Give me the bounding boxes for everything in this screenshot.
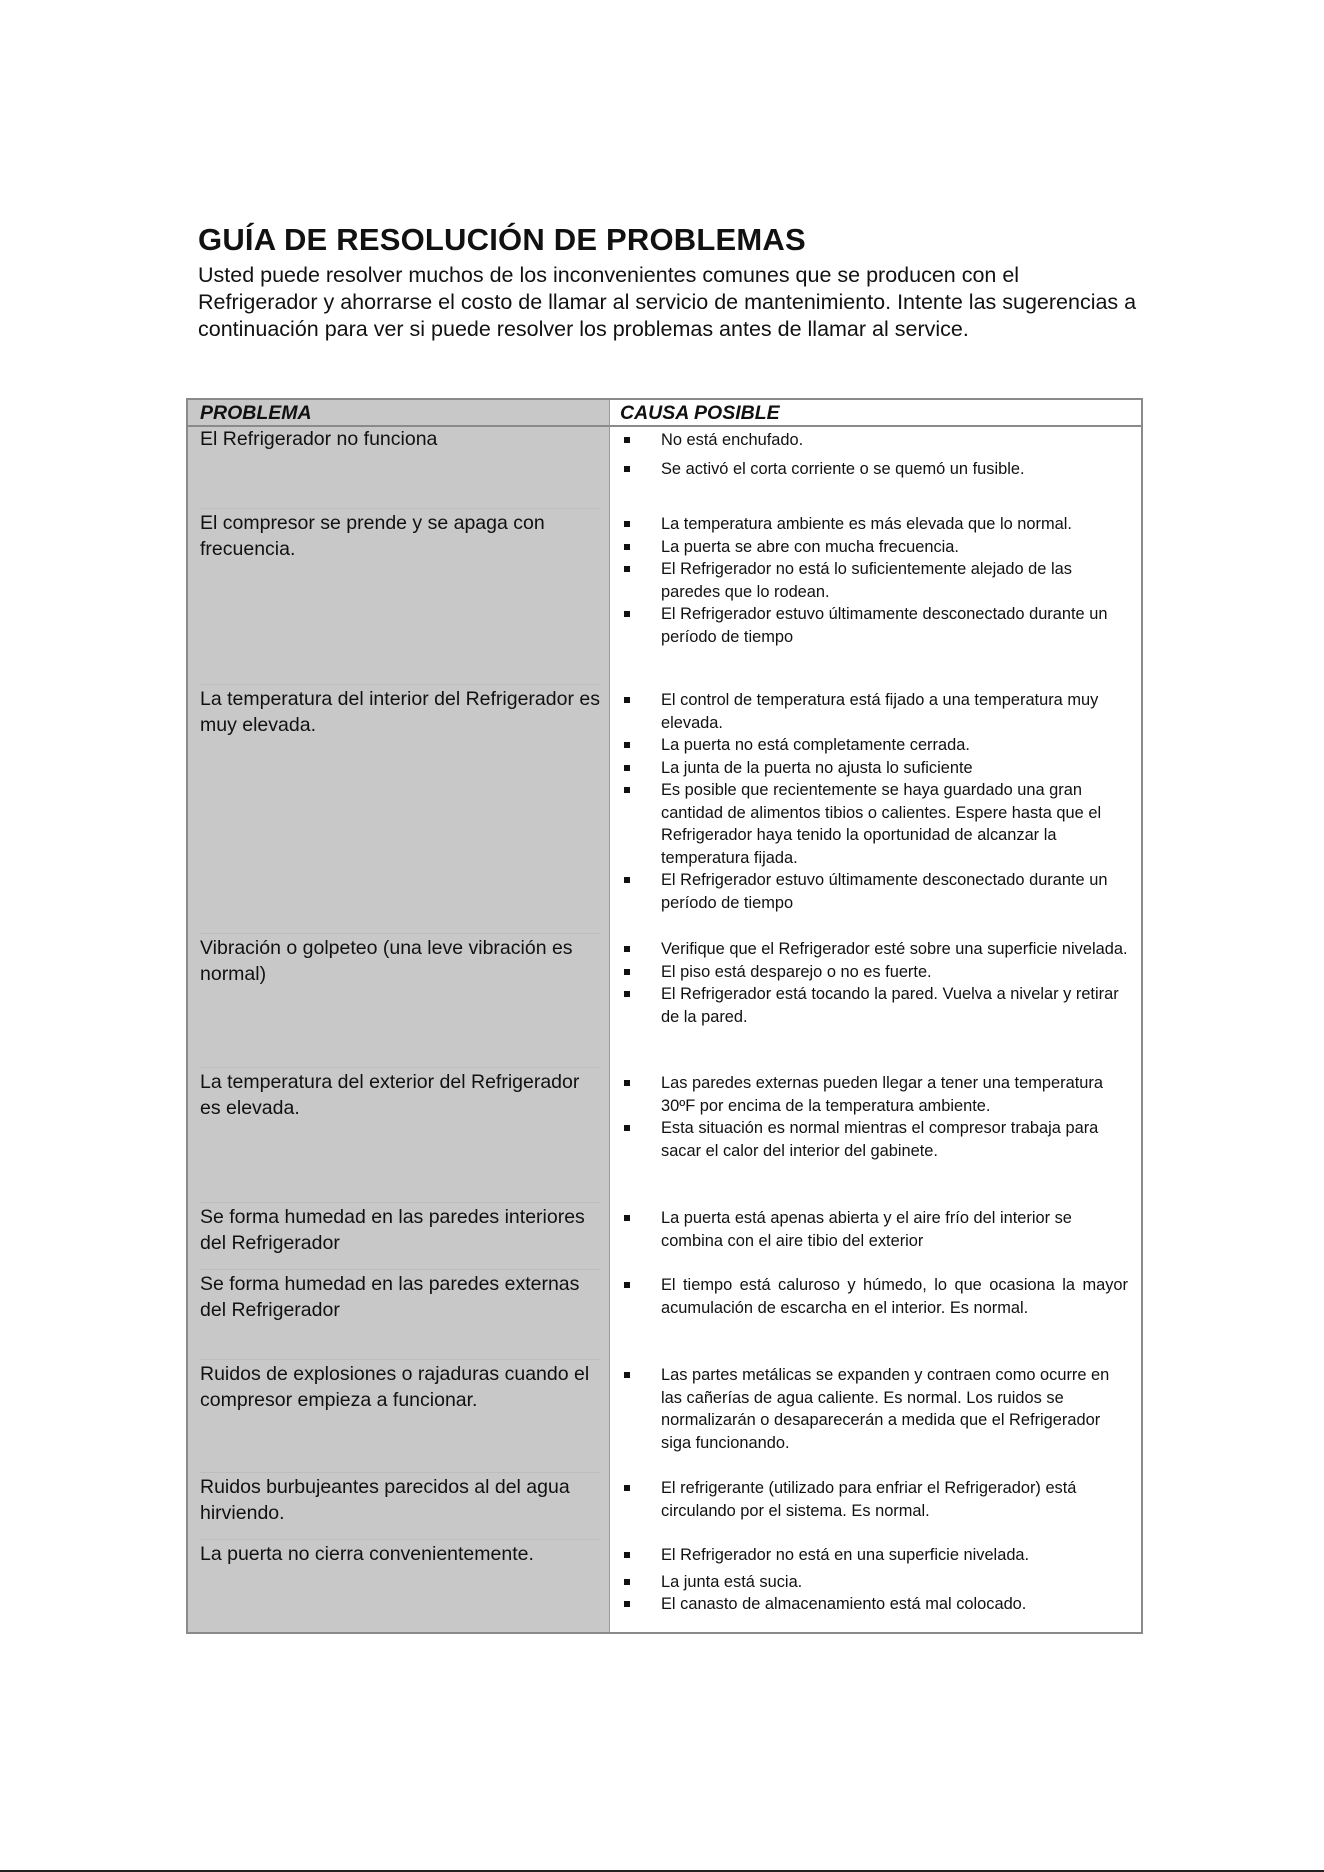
column-divider <box>609 400 610 1632</box>
cause-list <box>620 1544 1128 1616</box>
problem-column-background <box>188 400 609 1632</box>
row-separator <box>200 508 600 509</box>
row-separator <box>200 1269 600 1270</box>
cause-list <box>620 1274 1128 1319</box>
cause-item: Las paredes externas pueden llegar a tener una temperatura 30ºF por encima de la temperatura ambiente. <box>620 1072 1128 1117</box>
page-title: GUÍA DE RESOLUCIÓN DE PROBLEMAS <box>198 222 806 257</box>
problem-text: Se forma humedad en las paredes interiores del Refrigerador <box>200 1206 585 1254</box>
cause-item: Es posible que recientemente se haya guardado una gran cantidad de alimentos tibios o calientes. Espere hasta que el Refrigerador haya tenido la oportunidad de alcanzar la temperatura fijada. <box>620 779 1128 869</box>
row-separator <box>200 1202 600 1203</box>
cause-list <box>620 1364 1128 1454</box>
row-separator <box>200 684 600 685</box>
cause-item: El canasto de almacenamiento está mal colocado. <box>620 1593 1128 1616</box>
cause-item: El refrigerante (utilizado para enfriar el Refrigerador) está circulando por el sistema. Es normal. <box>620 1477 1128 1522</box>
problem-text: Ruidos de explosiones o rajaduras cuando el compresor empieza a funcionar. <box>200 1363 590 1411</box>
header-problem: PROBLEMA <box>200 402 312 424</box>
cause-item: El Refrigerador no está en una superficie nivelada. <box>620 1544 1128 1567</box>
cause-list <box>620 429 1128 480</box>
cause-item: La junta de la puerta no ajusta lo suficiente <box>620 757 1128 780</box>
cause-item: El Refrigerador estuvo últimamente desconectado durante un período de tiempo <box>620 603 1128 648</box>
cause-list <box>620 1072 1128 1162</box>
cause-item: Esta situación es normal mientras el compresor trabaja para sacar el calor del interior del gabinete. <box>620 1117 1128 1162</box>
row-separator <box>200 933 600 934</box>
cause-item: Verifique que el Refrigerador esté sobre una superficie nivelada. <box>620 938 1128 961</box>
cause-item: El control de temperatura está fijado a una temperatura muy elevada. <box>620 689 1128 734</box>
cause-item: El piso está desparejo o no es fuerte. <box>620 961 1128 984</box>
cause-item: La puerta está apenas abierta y el aire frío del interior se combina con el aire tibio del exterior <box>620 1207 1128 1252</box>
cause-item: El Refrigerador estuvo últimamente desconectado durante un período de tiempo <box>620 869 1128 914</box>
problem-text: El compresor se prende y se apaga con frecuencia. <box>200 512 545 560</box>
problem-text: Vibración o golpeteo (una leve vibración es normal) <box>200 937 573 985</box>
problem-text: Ruidos burbujeantes parecidos al del agua hirviendo. <box>200 1476 570 1524</box>
cause-list <box>620 1477 1128 1522</box>
cause-item: El Refrigerador está tocando la pared. Vuelva a nivelar y retirar de la pared. <box>620 983 1128 1028</box>
row-separator <box>200 1472 600 1473</box>
cause-item: La puerta se abre con mucha frecuencia. <box>620 536 1128 559</box>
cause-item: La junta está sucia. <box>620 1571 1128 1594</box>
row-separator <box>200 1359 600 1360</box>
problem-text: La temperatura del interior del Refrigerador es muy elevada. <box>200 688 600 736</box>
cause-item: Las partes metálicas se expanden y contraen como ocurre en las cañerías de agua caliente. Es normal. Los ruidos se normalizarán o desaparecerán a medida que el Refrigerador siga funcionando. <box>620 1364 1128 1454</box>
row-separator <box>200 1067 600 1068</box>
problem-text: La puerta no cierra convenientemente. <box>200 1543 534 1565</box>
cause-item: La puerta no está completamente cerrada. <box>620 734 1128 757</box>
cause-item: El tiempo está caluroso y húmedo, lo que ocasiona la mayor acumulación de escarcha en el interior. Es normal. <box>620 1274 1128 1319</box>
problem-text: Se forma humedad en las paredes externas del Refrigerador <box>200 1273 580 1321</box>
header-cause: CAUSA POSIBLE <box>620 402 780 424</box>
cause-list <box>620 1207 1128 1252</box>
cause-item: El Refrigerador no está lo suficientemente alejado de las paredes que lo rodean. <box>620 558 1128 603</box>
cause-item: Se activó el corta corriente o se quemó un fusible. <box>620 458 1128 481</box>
intro-paragraph: Usted puede resolver muchos de los inconvenientes comunes que se producen con el Refrigerador y ahorrarse el costo de llamar al servicio de mantenimiento. Intente las sugerencias a continuación para ver si puede resolver los problemas antes de llamar al service. <box>198 263 1137 341</box>
problem-text: La temperatura del exterior del Refrigerador es elevada. <box>200 1071 580 1119</box>
problem-text: El Refrigerador no funciona <box>200 428 438 450</box>
row-separator <box>200 1539 600 1540</box>
troubleshooting-table <box>186 398 1143 1634</box>
cause-list <box>620 689 1128 914</box>
cause-item: No está enchufado. <box>620 429 1128 452</box>
cause-list <box>620 938 1128 1028</box>
cause-item: La temperatura ambiente es más elevada que lo normal. <box>620 513 1128 536</box>
cause-list <box>620 513 1128 648</box>
